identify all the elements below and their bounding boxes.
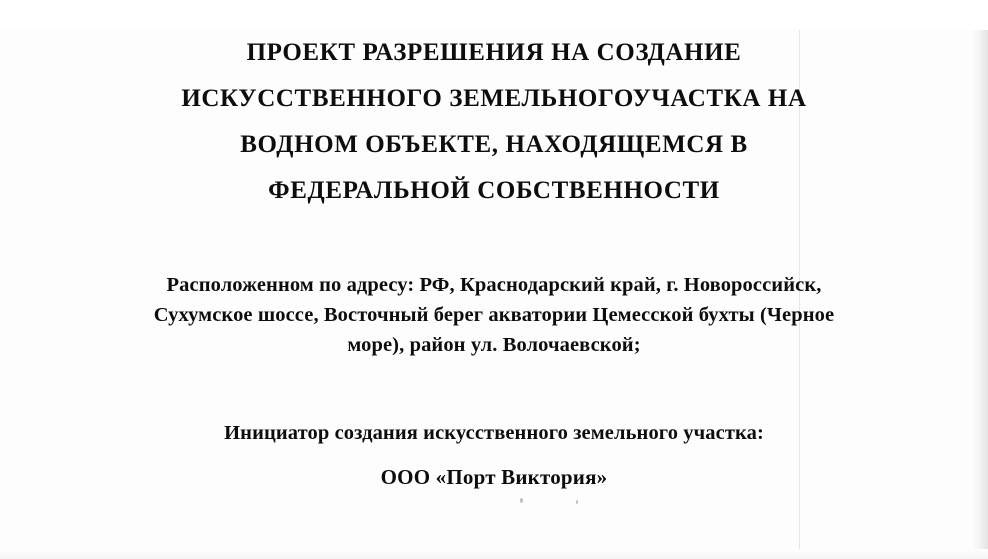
initiator-company-name: ООО «Порт Виктория»: [380, 465, 608, 489]
document-title: [120, 30, 868, 214]
initiator-label: Инициатор создания искусственного земельного участка:: [224, 422, 764, 444]
address-line-2: Сухумское шоссе, Восточный берег акватории Цемесской бухты (Черное: [153, 304, 835, 326]
page-bottom-shadow: [0, 549, 988, 559]
scan-speckle-1: [520, 498, 523, 503]
address-line-3: море), район ул. Волочаевской;: [347, 334, 641, 356]
initiator-section: [120, 418, 868, 492]
title-line-1: ПРОЕКТ РАЗРЕШЕНИЯ НА СОЗДАНИЕ: [246, 39, 742, 66]
address-paragraph: [120, 270, 868, 360]
title-line-4: ФЕДЕРАЛЬНОЙ СОБСТВЕННОСТИ: [268, 177, 720, 204]
document-content: [0, 30, 988, 492]
title-line-2: ИСКУССТВЕННОГО ЗЕМЕЛЬНОГОУЧАСТКА НА: [181, 85, 807, 112]
address-line-1: Расположенном по адресу: РФ, Краснодарский край, г. Новороссийск,: [166, 274, 822, 296]
title-line-3: ВОДНОМ ОБЪЕКТЕ, НАХОДЯЩЕМСЯ В: [240, 131, 748, 158]
document-page: [0, 30, 988, 559]
scan-speckle-2: [576, 500, 578, 504]
